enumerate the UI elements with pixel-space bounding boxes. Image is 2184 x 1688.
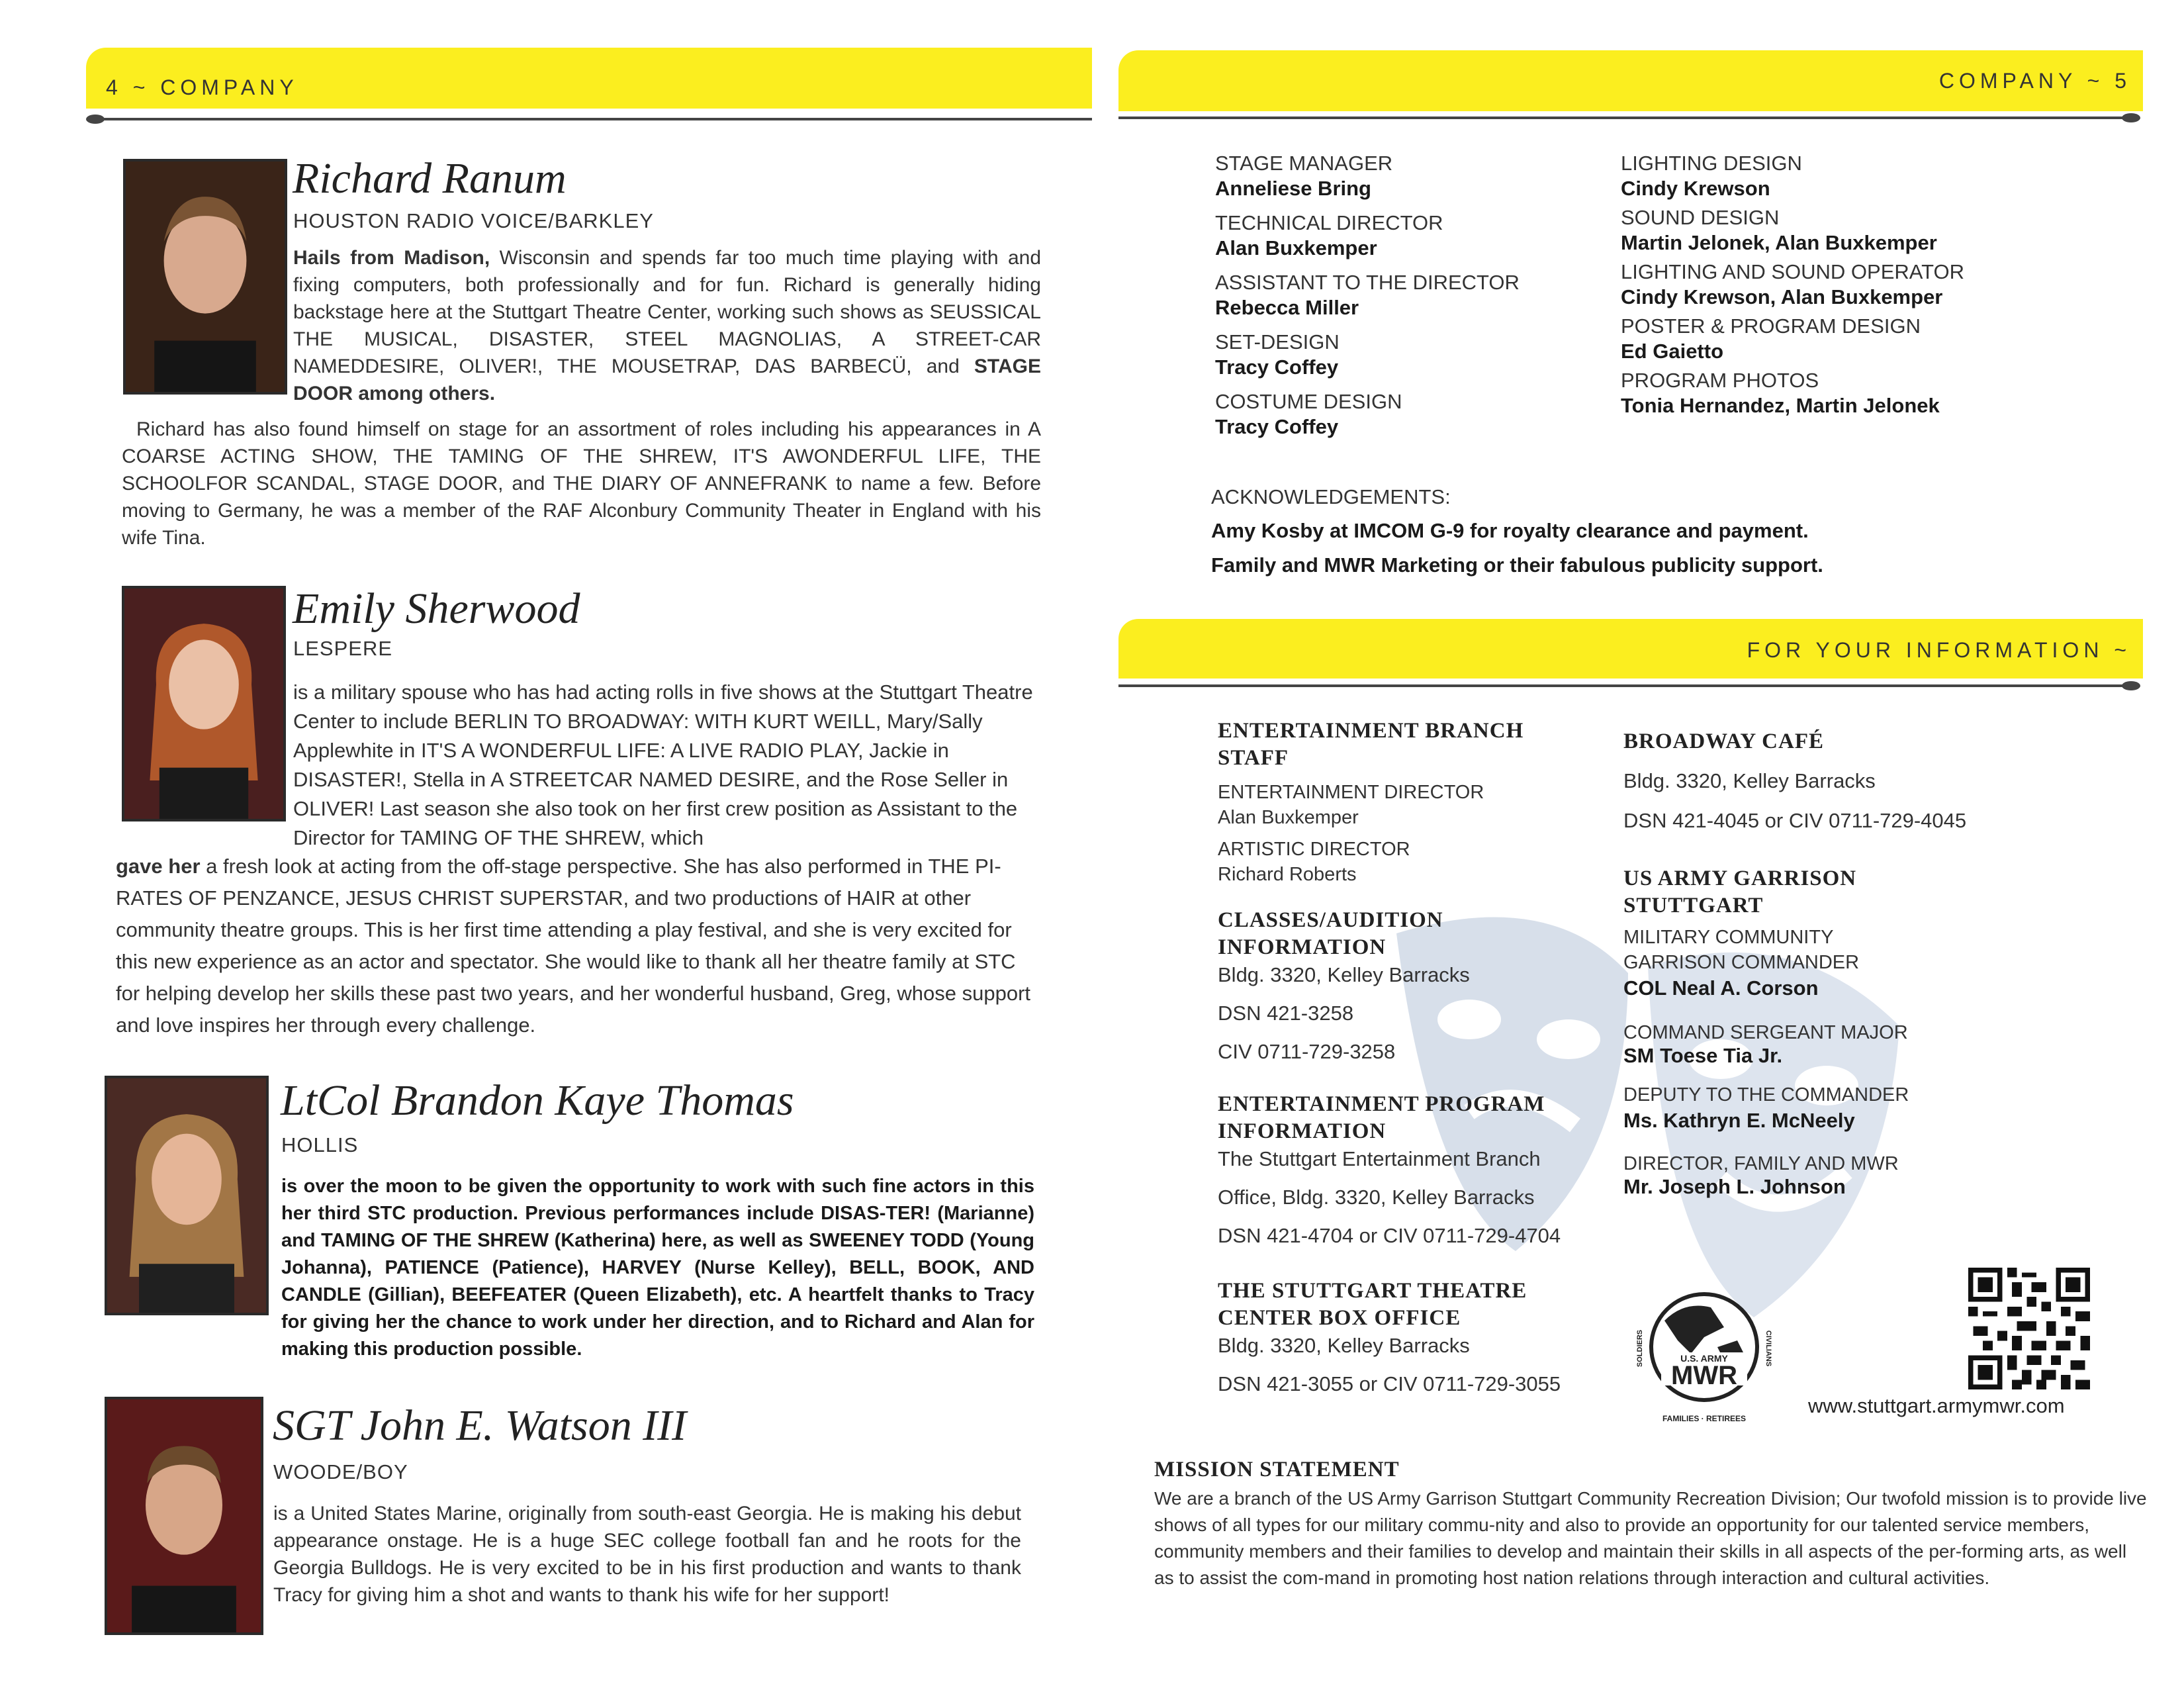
bio-lead: gave her (116, 855, 201, 878)
info-line: DSN 421-4704 or CIV 0711-729-4704 (1218, 1224, 1561, 1247)
garrison-name: COL Neal A. Corson (1623, 976, 1819, 1000)
info-line: DSN 421-3055 or CIV 0711-729-3055 (1218, 1372, 1561, 1395)
right-rule-end (2122, 113, 2140, 122)
bio-tail: STAGE DOOR among others. (293, 355, 1041, 404)
mwr-logo-top: U.S. ARMY (1680, 1353, 1728, 1364)
mission-title: MISSION STATEMENT (1154, 1458, 1400, 1481)
credit-title: COSTUME DESIGN (1215, 390, 1402, 413)
bio-text: is a United States Marine, originally from south-east Georgia. He is making his debut appearance onstage. He is a huge SEC college football fan and he roots for the Georgia Bulldogs. He is very excited to be in his first production and wants to thank Tracy for giving him a shot and wants to thank his wife for her support! (273, 1503, 1021, 1606)
section-heading: US ARMY GARRISON STUTTGART (1623, 867, 1857, 917)
credit-title: LIGHTING AND SOUND OPERATOR (1621, 260, 1965, 283)
bio-text-continued: Richard has also found himself on stage for an assortment of roles including his appearances in A COARSE ACTING SHOW, THE TAMING OF THE SHREW, IT'S AWONDERFUL LIFE, THE SCHOOLFOR SCANDAL, STAGE DOOR, and THE DIARY OF ANNEFRANK to name a few. Before moving to Germany, he was a member of the RAF Alconbury Community Theater in England with his wife Tina. (122, 418, 1041, 549)
info-right-column (1623, 728, 1994, 1197)
right-header-rule (1118, 117, 2136, 119)
ack-line: Family and MWR Marketing or their fabulous publicity support. (1211, 553, 1823, 577)
acknowledgements (1211, 485, 2071, 583)
info-line: CIV 0711-729-3258 (1218, 1040, 1396, 1063)
info-left-column (1218, 718, 1575, 1398)
headshot-emily-sherwood (122, 586, 286, 821)
credit-title: ASSISTANT TO THE DIRECTOR (1215, 271, 1520, 294)
info-line: DSN 421-3258 (1218, 1002, 1354, 1025)
bio-role: HOUSTON RADIO VOICE/BARKLEY (293, 209, 654, 232)
bio-name: SGT John E. Watson III (273, 1401, 687, 1450)
bio-text: is a military spouse who has had acting rolls in five shows at the Stuttgart Theatre Center to include BERLIN TO BROADWAY: WITH KURT WEILL, Mary/Sally Applewhite in IT'S A WONDERFUL LIFE: A LIVE RADIO PLAY, Jackie in DISASTER!, Stella in A STREETCAR NAMED DESIRE, and the Rose Seller in OLIVER! Last season she also took on her first crew position as Assistant to the Director for TAMING OF THE SHREW, which (293, 680, 1033, 849)
credit-name: Martin Jelonek, Alan Buxkemper (1621, 231, 1937, 254)
garrison-title: DEPUTY TO THE COMMANDER (1623, 1084, 1909, 1105)
info-line: DSN 421-4045 or CIV 0711-729-4045 (1623, 809, 1967, 832)
fyi-rule-end (2122, 681, 2140, 690)
credit-title: POSTER & PROGRAM DESIGN (1621, 314, 1921, 338)
credit-title: SET-DESIGN (1215, 330, 1340, 353)
credit-title: SOUND DESIGN (1621, 206, 1780, 229)
bio-body: Wisconsin and spends far too much time playing with and fixing computers, both professionally and for fun. Richard is generally hiding backstage here at the Stuttgart Theatre Center, working such shows as SEUSSICAL THE MUSICAL, DISASTER, STEEL MAGNOLIAS, A STREET-CAR NAMEDDESIRE, OLIVER!, THE MOUSETRAP, DAS BARBECÜ, and (293, 247, 1042, 377)
section-heading: THE STUTTGART THEATRE CENTER BOX OFFICE (1218, 1279, 1527, 1330)
mwr-globe-logo-icon (1625, 1274, 1784, 1433)
fyi-header-rule (1118, 684, 2136, 687)
qr-code-icon[interactable] (1966, 1268, 2093, 1389)
garrison-title: COMMAND SERGEANT MAJOR (1623, 1022, 1908, 1043)
credits-right-column (1621, 151, 2097, 422)
credit-name: Tracy Coffey (1215, 415, 1339, 438)
staff-title: ENTERTAINMENT DIRECTOR (1218, 782, 1484, 803)
credit-title: TECHNICAL DIRECTOR (1215, 211, 1443, 234)
staff-title: ARTISTIC DIRECTOR (1218, 839, 1410, 860)
credit-name: Cindy Krewson (1621, 177, 1770, 200)
info-line: The Stuttgart Entertainment Branch (1218, 1147, 1541, 1170)
credit-name: Cindy Krewson, Alan Buxkemper (1621, 285, 1943, 308)
left-rule-end (86, 115, 105, 124)
section-heading: CLASSES/AUDITION INFORMATION (1218, 908, 1443, 959)
info-line: Bldg. 3320, Kelley Barracks (1218, 1334, 1470, 1357)
headshot-brandon-kaye-thomas (105, 1076, 269, 1315)
info-line: Bldg. 3320, Kelley Barracks (1623, 769, 1876, 792)
headshot-john-watson (105, 1397, 263, 1635)
credit-name: Ed Gaietto (1621, 340, 1724, 363)
mwr-logo-ring-right: CIVILIANS (1764, 1330, 1772, 1367)
credit-name: Rebecca Miller (1215, 296, 1359, 319)
right-header-title: COMPANY ~ 5 (1938, 69, 2131, 93)
garrison-name: SM Toese Tia Jr. (1623, 1044, 1783, 1067)
right-page (1092, 0, 2184, 1688)
credit-name: Alan Buxkemper (1215, 236, 1377, 259)
info-line: Bldg. 3320, Kelley Barracks (1218, 963, 1470, 986)
mwr-logo-main: MWR (1671, 1361, 1737, 1390)
mwr-logo-ring-left: SOLDIERS (1636, 1329, 1644, 1368)
garrison-name: Mr. Joseph L. Johnson (1623, 1175, 1846, 1198)
bio-name: LtCol Brandon Kaye Thomas (281, 1076, 794, 1125)
mwr-logo-ring-bottom: FAMILIES · RETIREES (1662, 1414, 1747, 1423)
credit-title: STAGE MANAGER (1215, 152, 1393, 175)
bio-lead: Hails from Madison, (293, 247, 490, 269)
credit-title: PROGRAM PHOTOS (1621, 369, 1819, 392)
headshot-richard-ranum (123, 159, 287, 395)
website-link[interactable]: www.stuttgart.armymwr.com (1808, 1394, 2065, 1417)
credit-name: Anneliese Bring (1215, 177, 1371, 200)
ack-title: ACKNOWLEDGEMENTS: (1211, 485, 1451, 508)
left-header-rule (93, 118, 1092, 120)
bio-text (293, 244, 1041, 407)
credit-name: Tonia Hernandez, Martin Jelonek (1621, 394, 1940, 417)
bio-body: a fresh look at acting from the off-stage perspective. She has also performed in THE PI-RATES OF PENZANCE, JESUS CHRIST SUPERSTAR, and two productions of HAIR at other community theatre groups. This is her first time attending a play festival, and she is very excited for this new experience as an actor and spectator. She would like to thank all her theatre family at STC for helping develop her skills these past two years, and her wonderful husband, Greg, whose support and love inspires her through every challenge. (116, 855, 1031, 1037)
bio-name: Emily Sherwood (293, 585, 580, 633)
bio-text: is over the moon to be given the opportunity to work with such fine actors in this her third STC production. Previous performances include DISAS-TER! (Marianne) and TAMING OF THE SHREW (Katherina) here, as well as SWEENEY TODD (Young Johanna), PATIENCE (Patience), HARVEY (Nurse Kelley), BELL, BOOK, AND CANDLE (Gillian), BEEFEATER (Queen Elizabeth), etc. A heartfelt thanks to Tracy for giving her the chance to work under her direction, and to Richard and Alan for making this production possible. (281, 1176, 1034, 1360)
credit-name: Tracy Coffey (1215, 355, 1339, 379)
info-line: Office, Bldg. 3320, Kelley Barracks (1218, 1186, 1535, 1209)
bio-role: WOODE/BOY (273, 1460, 408, 1483)
section-heading: ENTERTAINMENT PROGRAM INFORMATION (1218, 1092, 1545, 1143)
bio-name: Richard Ranum (293, 154, 567, 203)
section-heading: BROADWAY CAFÉ (1623, 729, 1825, 753)
bio-text-continued (116, 851, 1042, 1041)
mission-text: We are a branch of the US Army Garrison Stuttgart Community Recreation Division; Our twofold mission is to provide live shows of all types for our military commu-nity and also to provide an opportunity for our talented service members, community members and their families to develop and maintain their skills in all aspects of the per-forming arts, as well as to assist the com-mand in promoting host nation relations through interaction and cultural activities. (1154, 1488, 2147, 1588)
bio-role: LESPERE (293, 637, 393, 660)
left-header-title: 4 ~ COMPANY (106, 75, 298, 99)
fyi-header-title: FOR YOUR INFORMATION ~ (1747, 638, 2131, 662)
credits-left-column (1215, 151, 1586, 449)
garrison-title: MILITARY COMMUNITY GARRISON COMMANDER (1623, 927, 1860, 973)
bio-role: HOLLIS (281, 1133, 359, 1156)
staff-name: Alan Buxkemper (1218, 807, 1359, 828)
garrison-title: DIRECTOR, FAMILY AND MWR (1623, 1153, 1899, 1174)
garrison-name: Ms. Kathryn E. McNeely (1623, 1109, 1855, 1132)
ack-line: Amy Kosby at IMCOM G-9 for royalty clearance and payment. (1211, 519, 1809, 542)
section-heading: ENTERTAINMENT BRANCH STAFF (1218, 719, 1524, 770)
credit-title: LIGHTING DESIGN (1621, 152, 1802, 175)
staff-name: Richard Roberts (1218, 864, 1357, 885)
